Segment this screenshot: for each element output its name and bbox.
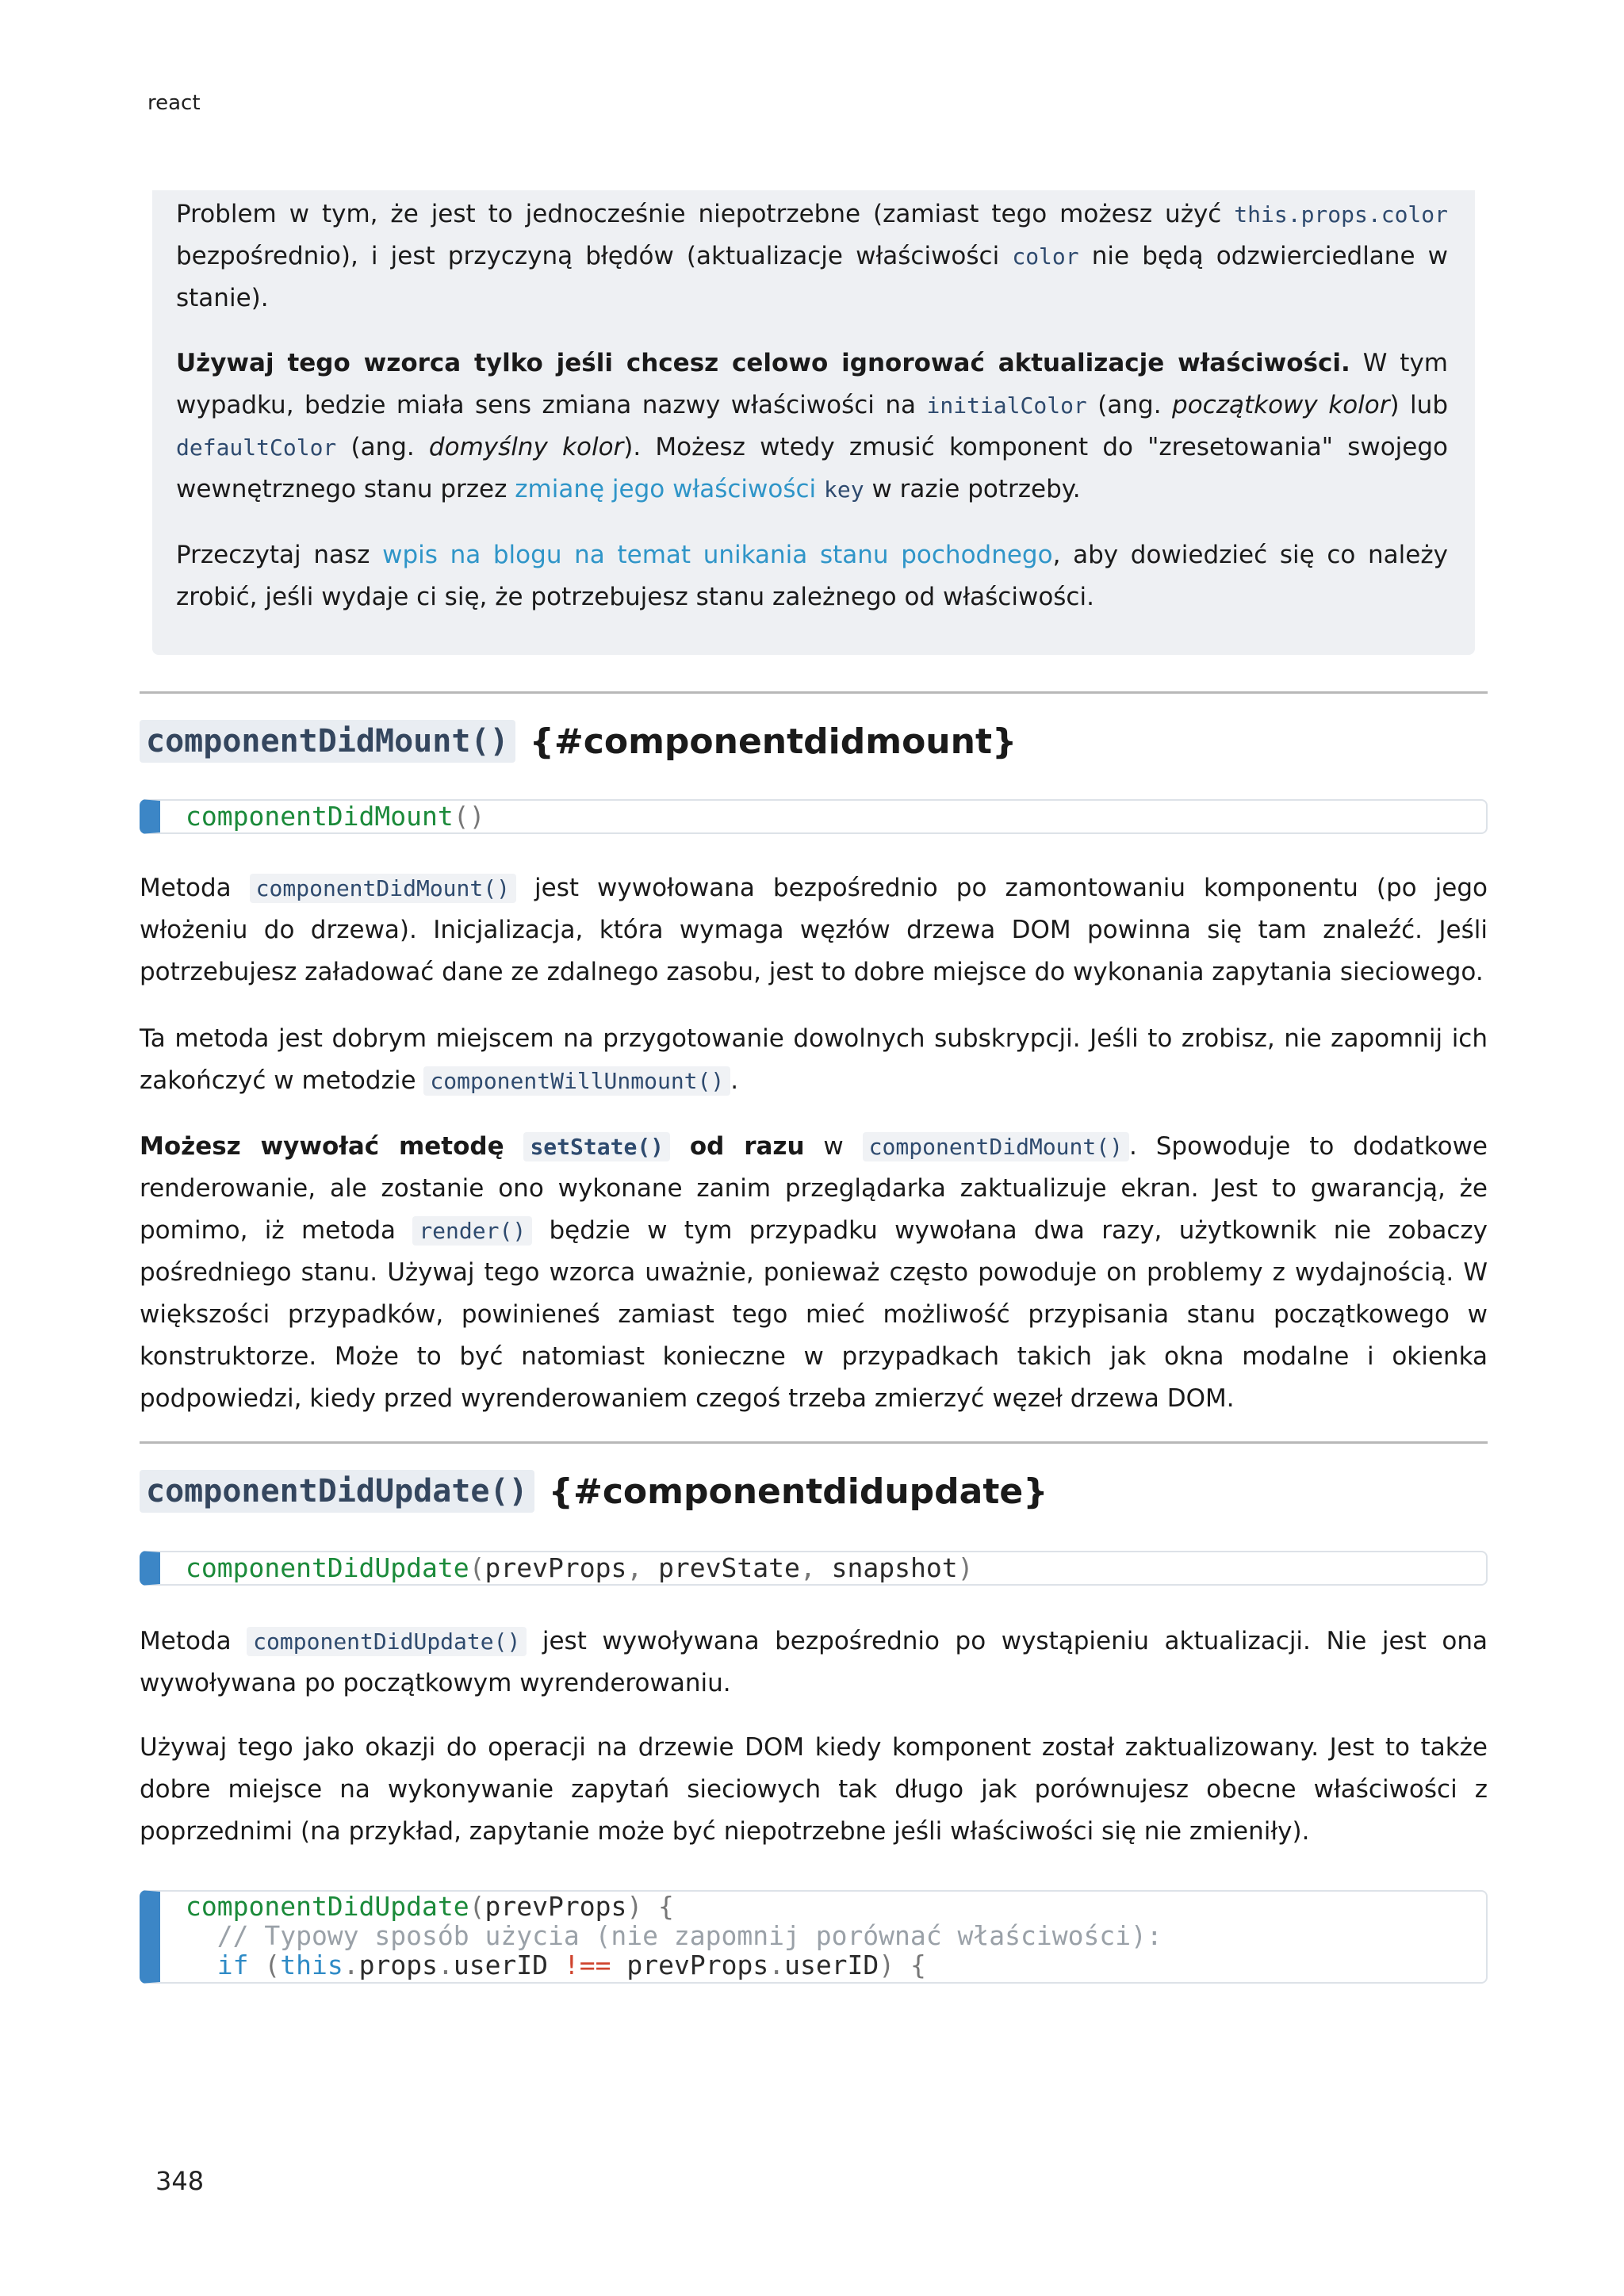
heading-anchor: {#componentdidmount}	[529, 721, 1017, 762]
paragraph	[140, 1126, 1488, 1420]
code-keyword: this	[280, 1950, 343, 1980]
text: będzie w tym przypadku wywołana dwa razy, użytkownik nie zobaczy pośredniego stanu. Używaj tego wzorca uważnie, ponieważ często powoduje on problemy z wydajnością. W większości przypadków, powinieneś zamiast tego mieć możliwość przypisania stanu początkowego w konstruktorze. Może to być natomiast konieczne w przypadkach takich jak okna modalne i okienka podpowiedzi, kiedy przed wyrenderowaniem czegoś trzeba zmierzyć węzeł drzewa DOM.	[140, 1216, 1488, 1413]
code-operator: !==	[563, 1950, 611, 1980]
code-token: snapshot	[831, 1552, 958, 1583]
note-paragraph-1	[176, 193, 1448, 320]
section-divider	[140, 1441, 1488, 1444]
signature-code-block	[140, 799, 1488, 834]
note-paragraph-3	[176, 534, 1448, 618]
text: Problem w tym, że jest to jednocześnie niepotrzebne (zamiast tego możesz użyć	[176, 200, 1235, 228]
bold-text: Możesz wywołać metodę	[140, 1132, 524, 1161]
code-token: prevProps	[485, 1891, 627, 1922]
code-token: (	[469, 1552, 485, 1583]
paragraph	[140, 867, 1488, 993]
code-token: .	[343, 1950, 359, 1980]
code-token: ) {	[879, 1950, 926, 1980]
inline-code: color	[1012, 243, 1079, 270]
code-token: userID	[784, 1950, 879, 1980]
text: jest wywoływana bezpośrednio po wystąpieniu aktualizacji. Nie jest ona wywoływana po początkowym wyrenderowaniu.	[140, 1627, 1488, 1697]
page-number: 348	[155, 2166, 205, 2196]
paragraph	[140, 1727, 1488, 1853]
code-token: .	[437, 1950, 454, 1980]
code-token: ,	[626, 1552, 659, 1583]
text: w razie potrzeby.	[864, 475, 1081, 503]
code-token: ()	[453, 801, 485, 832]
code-token: prevProps	[485, 1552, 627, 1583]
code-comment: // Typowy sposób użycia (nie zapomnij porównać właściwości):	[186, 1920, 1162, 1951]
inline-code: componentDidMount()	[863, 1132, 1129, 1161]
paragraph	[140, 1621, 1488, 1705]
code-line	[186, 1921, 1486, 1950]
text: ). Możesz wtedy zmusić komponent do "zresetowania" swojego wewnętrznego stanu przez	[176, 433, 1448, 503]
heading-code: componentDidMount()	[140, 720, 515, 763]
text: , aby dowiedzieć się co należy zrobić, jeśli wydaje ci się, że potrzebujesz stanu zależnego od właściwości.	[176, 541, 1448, 611]
bold-text: od razu	[670, 1132, 805, 1161]
text: bezpośrednio), i jest przyczyną błędów (aktualizacje właściwości	[176, 242, 1013, 270]
text: Ta metoda jest dobrym miejscem na przygotowanie dowolnych subskrypcji. Jeśli to zrobisz, nie zapomnij ich zakończyć w metodzie	[140, 1024, 1488, 1095]
inline-code: componentWillUnmount()	[423, 1066, 730, 1096]
text: Przeczytaj nasz	[176, 541, 383, 569]
text: Metoda	[140, 874, 250, 902]
italic-text: domyślny kolor	[428, 433, 624, 461]
code-token: userID	[453, 1950, 564, 1980]
inline-code: componentDidUpdate()	[247, 1627, 527, 1656]
running-header: react	[147, 91, 201, 115]
code-line	[186, 1950, 1486, 1980]
inline-code: this.props.color	[1234, 201, 1448, 228]
inline-code: key	[824, 476, 864, 503]
text: jest wywołowana bezpośrednio po zamontowaniu komponentu (po jego włożeniu do drzewa). Inicjalizacja, która wymaga węzłów drzewa DOM powinna się tam znaleźć. Jeśli potrzebujesz załadować dane ze zdalnego zasobu, jest to dobre miejsce do wykonania zapytania sieciowego.	[140, 874, 1488, 986]
section-divider	[140, 691, 1488, 694]
link-key-change[interactable]: zmianę jego właściwości	[515, 475, 817, 503]
signature-code-block	[140, 1551, 1488, 1586]
text: nie będą odzwierciedlane w stanie).	[176, 242, 1448, 312]
inline-code: initialColor	[926, 392, 1087, 419]
code-token: (	[248, 1950, 281, 1980]
text: Metoda	[140, 1627, 247, 1655]
inline-code: render()	[412, 1216, 532, 1246]
code-token: props	[358, 1950, 438, 1980]
text: .	[730, 1066, 739, 1095]
paragraph	[140, 1018, 1488, 1102]
link-blog-post[interactable]: wpis na blogu na temat unikania stanu pochodnego	[382, 541, 1053, 569]
note-paragraph-2	[176, 342, 1448, 511]
code-token: prevState	[658, 1552, 800, 1583]
text: ) lub	[1389, 391, 1448, 419]
bold-text: Używaj tego wzorca tylko jeśli chcesz celowo ignorować aktualizacje właściwości.	[176, 349, 1350, 377]
code-line	[186, 1892, 1486, 1921]
section-heading-componentdidmount	[140, 720, 1017, 763]
code-token: )	[957, 1552, 974, 1583]
code-token: (	[469, 1891, 485, 1922]
section-heading-componentdidupdate	[140, 1470, 1048, 1513]
code-token: componentDidMount	[186, 801, 454, 832]
text: (ang.	[336, 433, 429, 461]
code-token	[186, 1950, 217, 1980]
inline-code: setState()	[523, 1132, 670, 1161]
inline-code: defaultColor	[176, 434, 337, 461]
text: w	[804, 1132, 863, 1161]
code-token: componentDidUpdate	[186, 1891, 469, 1922]
text: (ang.	[1086, 391, 1173, 419]
example-code-block	[140, 1890, 1488, 1984]
code-keyword: if	[216, 1950, 249, 1980]
heading-anchor: {#componentdidupdate}	[548, 1471, 1048, 1512]
code-token: ) {	[626, 1891, 674, 1922]
italic-text: początkowy kolor	[1172, 391, 1390, 419]
code-token: componentDidUpdate	[186, 1552, 469, 1583]
heading-code: componentDidUpdate()	[140, 1470, 534, 1513]
text: W tym wypadku, bedzie miała sens zmiana nazwy właściwości na	[176, 349, 1448, 419]
text: . Spowoduje to dodatkowe renderowanie, ale zostanie ono wykonane zanim przeglądarka zaktualizuje ekran. Jest to gwarancją, że pomimo, iż metoda	[140, 1132, 1488, 1245]
code-token: prevProps	[611, 1950, 769, 1980]
inline-code: componentDidMount()	[250, 874, 516, 903]
text: Używaj tego jako okazji do operacji na drzewie DOM kiedy komponent został zaktualizowany. Jest to także dobre miejsce na wykonywanie zapytań sieciowych tak długo jak porównujesz obecne właściwości z poprzednimi (na przykład, zapytanie może być niepotrzebne jeśli właściwości się nie zmieniły).	[140, 1733, 1488, 1846]
code-token: .	[768, 1950, 785, 1980]
code-token: ,	[799, 1552, 832, 1583]
